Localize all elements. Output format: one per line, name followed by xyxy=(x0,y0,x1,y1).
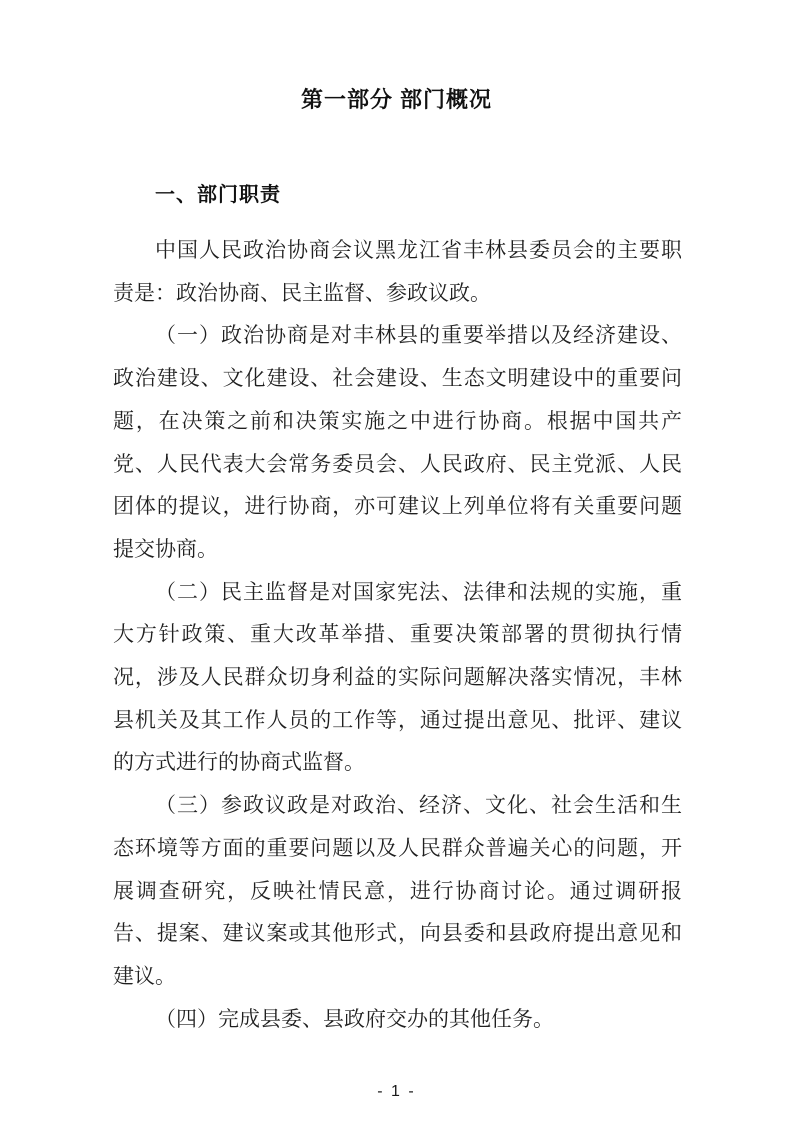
text-line: 态环境等方面的重要问题以及人民群众普遍关心的问题，开 xyxy=(113,835,682,860)
text-line: （四）完成县委、县政府交办的其他任务。 xyxy=(155,1006,554,1031)
paragraph-item-2 xyxy=(113,571,682,785)
text-line: 展调查研究，反映社情民意，进行协商讨论。通过调研报 xyxy=(113,878,682,903)
text-line: 建议。 xyxy=(113,963,176,988)
body-text xyxy=(113,229,682,1040)
paragraph-item-1 xyxy=(113,314,682,570)
page-title: 第一部分 部门概况 xyxy=(300,87,493,112)
paragraph-intro xyxy=(113,229,682,314)
text-line: 中国人民政治协商会议黑龙江省丰林县委员会的主要职 xyxy=(155,238,682,262)
paragraph-item-3 xyxy=(113,784,682,998)
text-line: 团体的提议，进行协商，亦可建议上列单位将有关重要问题 xyxy=(113,494,682,519)
text-line: 题，在决策之前和决策实施之中进行协商。根据中国共产 xyxy=(113,408,682,433)
text-line: 政治建设、文化建设、社会建设、生态文明建设中的重要问 xyxy=(113,366,682,391)
text-line: 县机关及其工作人员的工作等，通过提出意见、批评、建议 xyxy=(113,707,682,732)
text-line: 的方式进行的协商式监督。 xyxy=(113,750,365,775)
text-line: （三）参政议政是对政治、经济、文化、社会生活和生 xyxy=(155,793,682,818)
paragraph-item-4 xyxy=(113,998,682,1041)
text-line: 况，涉及人民群众切身利益的实际问题解决落实情况，丰林 xyxy=(113,665,682,690)
text-line: 提交协商。 xyxy=(113,536,218,561)
text-line: 告、提案、建议案或其他形式，向县委和县政府提出意见和 xyxy=(113,921,682,946)
text-line: 党、人民代表大会常务委员会、人民政府、民主党派、人民 xyxy=(113,451,682,476)
text-line: 大方针政策、重大改革举措、重要决策部署的贯彻执行情 xyxy=(113,622,682,647)
page-number: - 1 - xyxy=(377,1083,416,1100)
text-line: （一）政治协商是对丰林县的重要举措以及经济建设、 xyxy=(155,323,682,348)
text-line: 责是：政治协商、民主监督、参政议政。 xyxy=(113,280,491,305)
section-heading: 一、部门职责 xyxy=(155,184,281,206)
text-line: （二）民主监督是对国家宪法、法律和法规的实施，重 xyxy=(155,579,682,604)
